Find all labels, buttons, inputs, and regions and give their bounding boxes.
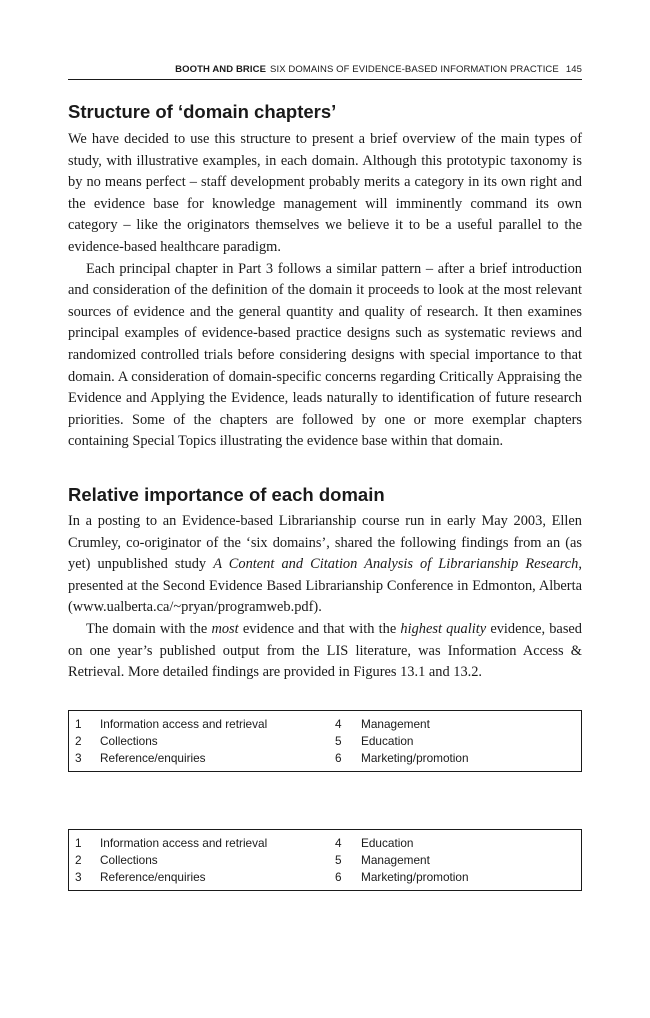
figure-13-2-box: [68, 829, 582, 891]
section-body-relative-importance: [68, 511, 582, 684]
rank-number: 2: [75, 853, 82, 867]
paragraph-text: evidence, based on one year’s published output from the LIS literature, was Information Access & Retrieval. More detailed findings are provided in Figures 13.1 and 13.2.: [68, 620, 583, 681]
rank-number: 5: [335, 734, 342, 748]
domain-label: Reference/enquiries: [100, 870, 206, 884]
section-heading-structure: Structure of ‘domain chapters’: [68, 101, 337, 122]
running-head: [175, 64, 582, 75]
rank-number: 1: [75, 836, 82, 850]
emphasis-most: most: [211, 620, 239, 637]
paragraph-text: The domain with the: [86, 620, 212, 637]
domain-label: Information access and retrieval: [100, 717, 268, 731]
emphasis-highest-quality: highest quality: [400, 620, 487, 637]
rank-number: 6: [335, 751, 342, 765]
rank-number: 1: [75, 717, 82, 731]
figure-row: [69, 869, 581, 886]
paragraph-text: , presented at the Second Evidence Based Librarianship Conference in Edmonton, Alberta (www.ualberta.ca/~pryan/programweb.pdf).: [68, 556, 582, 616]
rank-number: 5: [335, 853, 342, 867]
rank-number: 4: [335, 836, 342, 850]
section-body-structure: [68, 129, 582, 453]
domain-label: Education: [361, 734, 414, 748]
figure-row: [69, 852, 581, 869]
domain-label: Education: [361, 836, 414, 850]
domain-label: Marketing/promotion: [361, 751, 469, 765]
paragraph: We have decided to use this structure to present a brief overview of the main types of study, with illustrative examples, in each domain. Although this prototypic taxonomy is by no means perfect – staff development probably merits a category in its own right and the evidence base for knowledge management will imminently command its own category – like the originators themselves we believe it to be a useful parallel to the evidence-based healthcare paradigm.: [68, 131, 582, 255]
domain-label: Management: [361, 853, 430, 867]
domain-label: Reference/enquiries: [100, 751, 206, 765]
rank-number: 2: [75, 734, 82, 748]
rank-number: 3: [75, 870, 82, 884]
paragraph: Each principal chapter in Part 3 follows a similar pattern – after a brief introduction and consideration of the definition of the domain it proceeds to look at the most relevant sources of evidence and the general quantity and quality of research. It then examines principal examples of evidence-based practice designs such as systematic reviews and randomized controlled trials before considering designs with special importance to that domain. A consideration of domain-specific concerns regarding Critically Appraising the Evidence and Applying the Evidence, leads naturally to identification of future research priorities. Some of the chapters are followed by one or more exemplar chapters containing Special Topics illustrating the evidence base within that domain.: [68, 260, 582, 450]
domain-label: Collections: [100, 734, 158, 748]
running-head-authors: BOOTH AND BRICE: [175, 64, 267, 75]
running-head-title: SIX DOMAINS OF EVIDENCE-BASED INFORMATION PRACTICE: [270, 64, 559, 75]
figure-row: [69, 835, 581, 852]
domain-label: Collections: [100, 853, 158, 867]
rank-number: 3: [75, 751, 82, 765]
paragraph-text: In a posting to an Evidence-based Librarianship course run in early May 2003, Ellen Crumley, co-originator of the ‘six domains’, shared the following findings from an (as yet) unpublished study: [68, 513, 582, 573]
header-rule: [68, 79, 582, 80]
domain-label: Management: [361, 717, 430, 731]
study-title: A Content and Citation Analysis of Librarianship Research: [213, 556, 579, 573]
domain-label: Marketing/promotion: [361, 870, 469, 884]
domain-label: Information access and retrieval: [100, 836, 268, 850]
paragraph: [68, 619, 582, 684]
figure-row: [69, 733, 581, 750]
paragraph-text: evidence and that with the: [238, 620, 401, 637]
rank-number: 4: [335, 717, 342, 731]
section-heading-relative-importance: Relative importance of each domain: [68, 484, 385, 505]
page-number: 145: [565, 64, 582, 75]
paragraph: [68, 511, 582, 619]
figure-row: [69, 750, 581, 767]
rank-number: 6: [335, 870, 342, 884]
figure-13-1-box: [68, 710, 582, 772]
figure-row: [69, 716, 581, 733]
